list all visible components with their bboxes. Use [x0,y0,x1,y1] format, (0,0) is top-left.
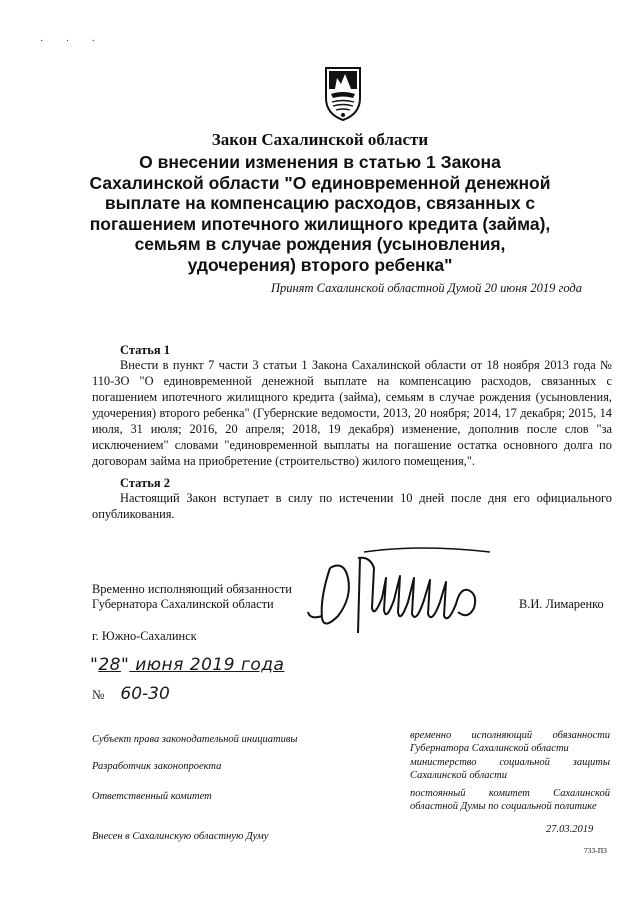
law-title: Закон Сахалинской области [211,130,429,149]
coat-of-arms-icon [323,64,363,122]
developer-label: Разработчик законопроекта [92,761,222,772]
article-1-text: Внести в пункт 7 части 3 статьи 1 Закона Сахалинской области от 18 ноября 2013 года № 110-ЗО "О единовременной денежной выплате на компенсацию расходов, связанных с погашением ипотечного жилищного кредита (займа), семьям в случае рождения (усыновления, удочерения) второго ребенка" (Губернские ведомости, 2013, 20 ноября; 2014, 17 декабря; 2015, 14 июля, 31 июля; 2016, 20 апреля; 2018, 19 декабря) изменение, дополнив после слов "за исключением" словами "единовременной выплаты на погашение остатка основного долга по договорам займа на приобретение (строительство) жилого помещения,". [92,358,612,468]
law-subtitle-line-4: погашением ипотечного жилищного кредита (займа), [89,213,551,234]
title-block [40,130,600,275]
date-month-year: июня 2019 года [129,655,285,675]
signer-name: В.И. Лимаренко [519,597,604,611]
submitted-date: 27.03.2019 [546,824,594,835]
article-1-body [92,357,612,469]
document-code: 733-ПЗ [584,846,607,855]
article-2-body [92,490,612,522]
article-2-title: Статья 2 [120,476,170,490]
signer-position-line-1: Временно исполняющий обязанности [92,582,292,596]
scan-specks: · · · [40,36,105,47]
law-subtitle-line-3: выплате на компенсацию расходов, связанных с [104,193,536,213]
date-day: 28 [98,655,121,675]
signer-position [92,582,292,612]
number-label: № [92,687,105,702]
adoption-note: Принят Сахалинской областной Думой 20 июня 2019 года [270,281,582,295]
date-open-quote: " [90,655,99,675]
handwritten-date [90,655,284,675]
article-2-text: Настоящий Закон вступает в силу по истечении 10 дней после дня его официального опубликования. [92,491,612,521]
signer-position-line-2: Губернатора Сахалинской области [92,597,274,611]
date-close-quote: " [120,655,130,675]
subject-value: временно исполняющий обязанности Губернатора Сахалинской области [410,730,610,754]
law-subtitle-line-2: Сахалинской области "О единовременной денежной [89,172,551,193]
place-of-signing: г. Южно-Сахалинск [92,629,197,643]
developer-value: министерство социальной защиты Сахалинской области [410,757,610,781]
law-subtitle-line-1: О внесении изменения в статью 1 Закона [139,152,501,172]
law-subtitle-line-5: семьям в случае рождения (усыновления, [134,234,506,254]
submitted-label: Внесен в Сахалинскую областную Думу [92,831,269,842]
law-number: 60-30 [120,684,170,704]
committee-value: постоянный комитет Сахалинской областной Думы по социальной политике [410,788,610,812]
committee-label: Ответственный комитет [92,791,212,802]
handwritten-number [92,684,170,704]
law-subtitle-line-6: удочерения) второго ребенка" [187,254,453,275]
subject-label: Субъект права законодательной инициативы [92,734,298,745]
article-1-title: Статья 1 [120,343,170,357]
handwritten-signature [300,538,500,648]
